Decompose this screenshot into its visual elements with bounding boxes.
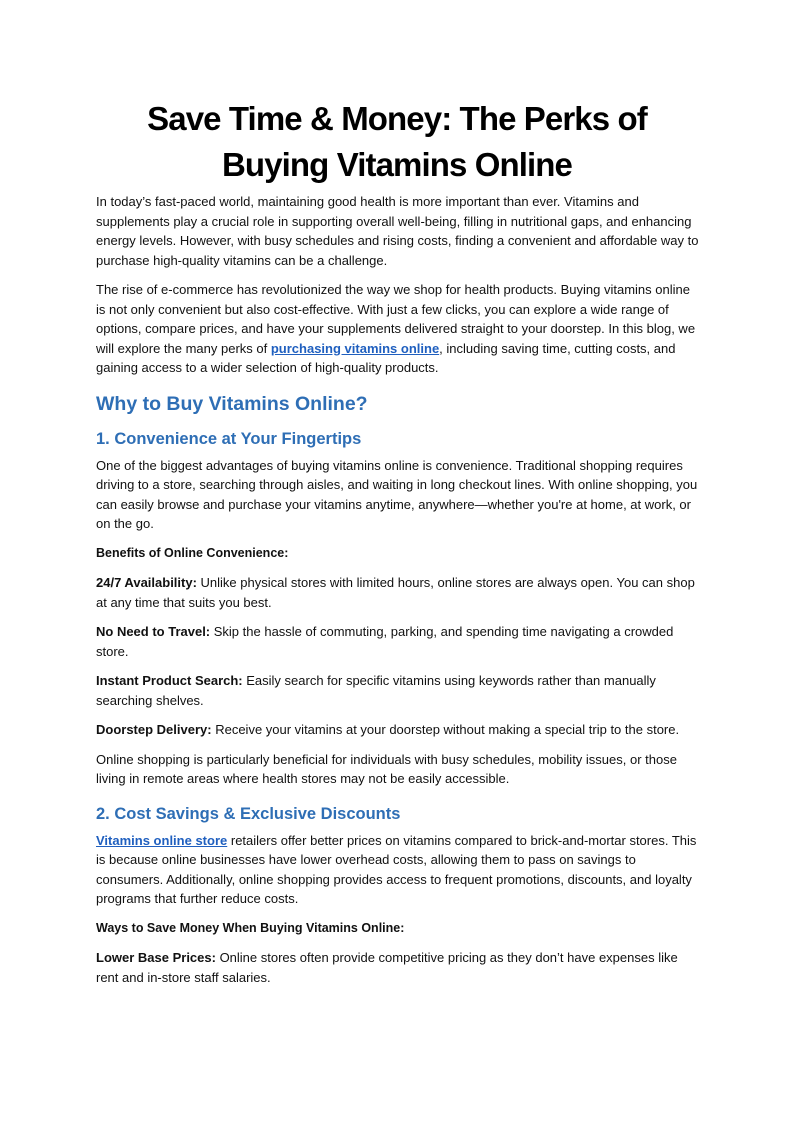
ways-label: Lower Base Prices: xyxy=(96,950,216,965)
section2-intro xyxy=(96,831,700,909)
title-line-2: Buying Vitamins Online xyxy=(222,146,572,183)
section1-closing: Online shopping is particularly beneficial for individuals with busy schedules, mobility issues, or those living in remote areas where health stores may not be easily accessible. xyxy=(96,751,677,786)
vitamins-online-store-link[interactable]: Vitamins online store xyxy=(96,832,228,848)
intro-p2-after: , including saving time, cutting costs, and gaining access to a wider selection of high-quality products. xyxy=(96,340,676,375)
benefit-text: Easily search for specific vitamins using keywords rather than manually searching shelves. xyxy=(96,673,656,708)
intro-p2-before: The rise of e-commerce has revolutionized the way we shop for health products. Buying vitamins online is not only convenient but also cost-effective. With just a few clicks, you can explore a wide range of options, compare prices, and have your supplements delivered straight to your doorstep. In this blog, we will explore the many perks of xyxy=(96,282,696,356)
section2-intro-text: retailers offer better prices on vitamins compared to brick-and-mortar stores. This is because online businesses have lower overhead costs, allowing them to pass on savings to consumers. Additionally, online shopping provides access to frequent promotions, discounts, and loyalty programs that further reduce costs. xyxy=(96,832,697,906)
section1-intro: One of the biggest advantages of buying vitamins online is convenience. Traditional shopping requires driving to a store, searching through aisles, and waiting in long checkout lines. With online shopping, you can easily browse and purchase your vitamins anytime, anywhere—whether you're at home, at work, or on the go. xyxy=(96,457,698,531)
intro-paragraph-2 xyxy=(96,280,700,378)
benefit-item xyxy=(96,720,700,740)
purchasing-vitamins-online-link[interactable]: purchasing vitamins online xyxy=(270,340,440,356)
benefit-label: Instant Product Search: xyxy=(96,673,243,688)
why-heading: Why to Buy Vitamins Online? xyxy=(96,392,368,415)
section2-heading: 2. Cost Savings & Exclusive Discounts xyxy=(96,804,401,823)
benefit-text: Skip the hassle of commuting, parking, and spending time navigating a crowded store. xyxy=(96,624,674,659)
benefit-item xyxy=(96,671,700,710)
benefit-item xyxy=(96,573,700,612)
ways-title: Ways to Save Money When Buying Vitamins Online: xyxy=(96,920,405,935)
benefit-label: 24/7 Availability: xyxy=(96,575,197,590)
page-title xyxy=(60,96,734,188)
benefit-text: Receive your vitamins at your doorstep without making a special trip to the store. xyxy=(211,722,680,737)
ways-text: Online stores often provide competitive pricing as they don’t have expenses like rent and in-store staff salaries. xyxy=(96,950,678,985)
benefits-title: Benefits of Online Convenience: xyxy=(96,545,289,560)
intro-paragraph-1: In today’s fast-paced world, maintaining good health is more important than ever. Vitamins and supplements play a crucial role in supporting overall well-being, filling in nutritional gaps, and enhancing energy levels. However, with busy schedules and rising costs, finding a convenient and affordable way to purchase high-quality vitamins can be a challenge. xyxy=(96,194,699,268)
ways-item xyxy=(96,948,700,987)
article-body xyxy=(96,192,700,997)
benefit-item xyxy=(96,622,700,661)
benefit-label: Doorstep Delivery: xyxy=(96,722,212,737)
benefit-label: No Need to Travel: xyxy=(96,624,211,639)
benefit-text: Unlike physical stores with limited hours, online stores are always open. You can shop at any time that suits you best. xyxy=(96,575,695,610)
section1-heading: 1. Convenience at Your Fingertips xyxy=(96,429,362,448)
title-line-1: Save Time & Money: The Perks of xyxy=(147,100,647,137)
